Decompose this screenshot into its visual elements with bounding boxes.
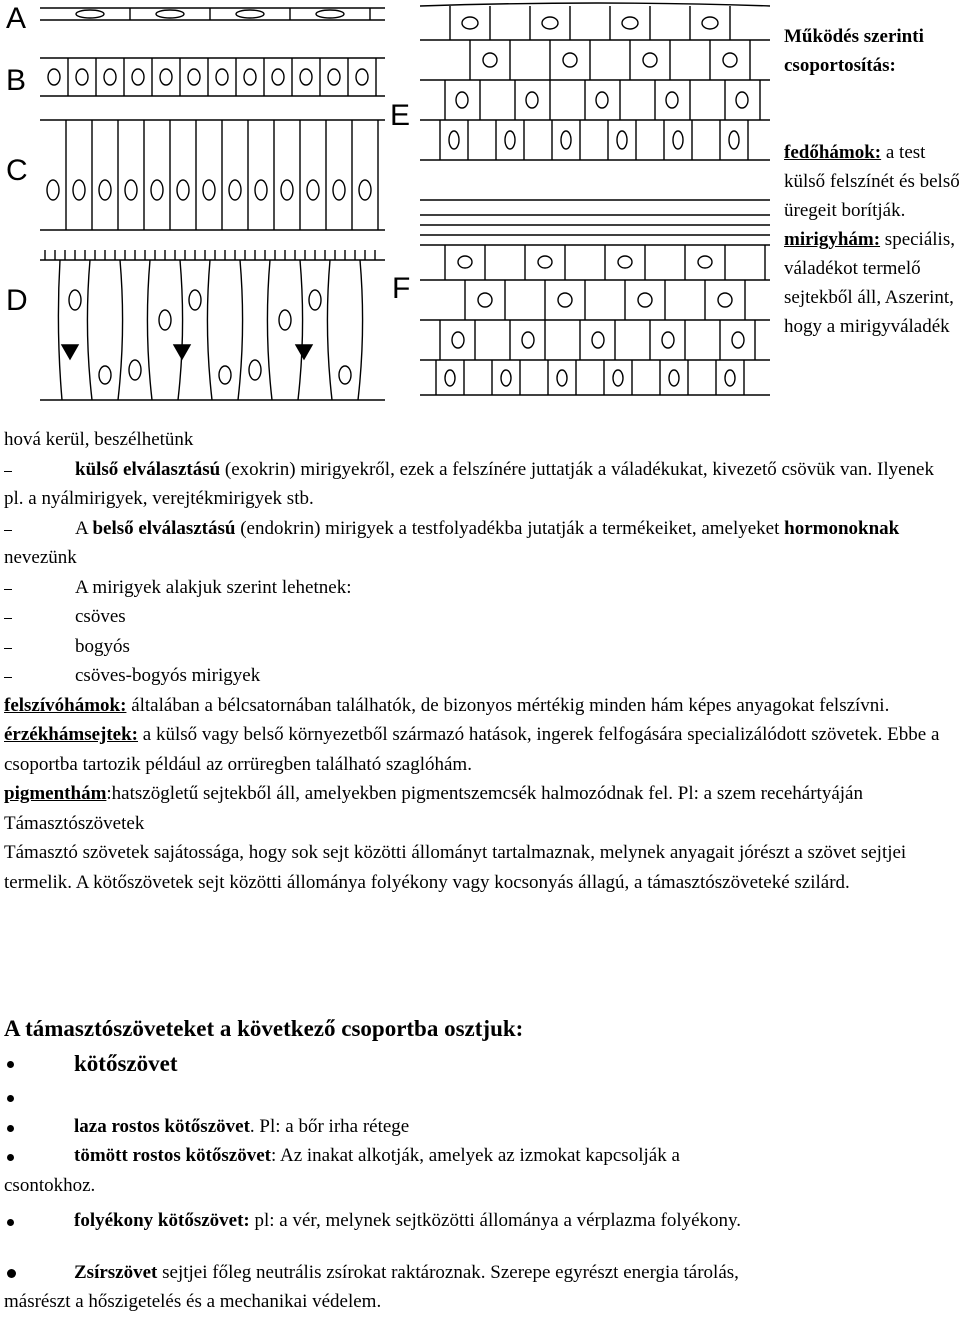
label-b: B xyxy=(6,64,27,97)
exokrin-term: külső elválasztású xyxy=(75,458,221,480)
side-column xyxy=(784,22,960,341)
erzek-paragraph xyxy=(4,720,956,779)
layer-e xyxy=(420,3,770,200)
tamaszto-title: Támasztószövetek xyxy=(4,812,145,834)
tomott-term: tömött rostos kötőszövet xyxy=(74,1145,271,1166)
tomott-text: : Az inakat alkotják, amelyek az izmokat kapcsolják a xyxy=(271,1145,680,1166)
type-item-2 xyxy=(4,632,956,662)
type-item-1 xyxy=(4,602,956,632)
main-text xyxy=(4,425,956,897)
tomott-continued: csontokhoz. xyxy=(4,1174,96,1196)
folyekony-text: pl: a vér, melynek sejtközötti állománya a vérplazma folyékony. xyxy=(249,1210,742,1231)
list-item-tomott xyxy=(4,1141,956,1171)
type-3: csöves-bogyós mirigyek xyxy=(75,665,261,686)
koto-text: kötőszövet xyxy=(74,1051,178,1076)
felszivo-term: felszívóhámok: xyxy=(4,694,127,716)
layer-c xyxy=(40,120,385,230)
type-1: csöves xyxy=(75,606,126,627)
label-a: A xyxy=(6,2,27,35)
zsir-text: sejtjei főleg neutrális zsírokat raktároznak. Szerepe egyrészt energia tárolás, xyxy=(157,1261,739,1283)
alak-text: A mirigyek alakjuk szerint lehetnek: xyxy=(75,576,352,598)
label-f: F xyxy=(392,272,411,305)
endokrin-prefix: A xyxy=(75,517,93,539)
pigment-paragraph xyxy=(4,779,956,809)
hormon-term: hormonoknak xyxy=(784,517,900,539)
laza-term: laza rostos kötőszövet xyxy=(74,1115,250,1137)
list-item-laza xyxy=(4,1112,956,1142)
mirigyham-paragraph xyxy=(784,225,960,341)
erzek-term: érzékhámsejtek: xyxy=(4,724,139,745)
zsir-continued: másrészt a hőszigetelés és a mechanikai védelem. xyxy=(4,1291,382,1312)
pigment-text: :hatszögletű sejtekből áll, amelyekben pigmentszemcsék halmozódnak fel. Pl: a szem recehártyáján xyxy=(106,783,863,804)
tamaszto-paragraph: Támasztó szövetek sajátossága, hogy sok sejt közötti állományt tartalmaznak, melynek anyagait jórészt a szövet sejtjei termelik. A kötőszövetek sejt közötti állománya folyékony vagy kocsonyás állagú, a támasztószöveteké szilárd. xyxy=(4,842,907,893)
endokrin-text: (endokrin) mirigyek a testfolyadékba jutatják a termékeiket, amelyeket xyxy=(235,517,785,539)
type-2: bogyós xyxy=(75,635,130,657)
laza-text: . Pl: a bőr irha rétege xyxy=(249,1115,410,1137)
label-d: D xyxy=(6,284,28,317)
endokrin-item xyxy=(4,514,956,573)
erzek-text: a külső vagy belső környezetből származó hatások, ingerek felfogására specializálódott szövetek. Ebbe a csoportba tartozik például az orrüregben található szaglóhám. xyxy=(4,724,940,775)
felszivo-paragraph xyxy=(4,691,956,721)
list-item-koto xyxy=(4,1046,956,1082)
fedohamok-text: a test külső felszínét és belső üregeit borítják. xyxy=(784,142,960,221)
exokrin-item xyxy=(4,455,956,514)
mirigyham-text: speciális, váladékot termelő sejtekből áll, Aszerint, hogy a mirigyváladék xyxy=(784,229,955,337)
list-item-zsir xyxy=(4,1258,956,1288)
tissue-list xyxy=(4,1046,956,1317)
felszivo-text: általában a bélcsatornában találhatók, de bizonyos mértékig minden hám képes anyagokat felszívni. xyxy=(126,694,890,716)
hormon-after: nevezünk xyxy=(4,547,77,568)
fedohamok-term: fedőhámok: xyxy=(784,142,882,163)
side-heading: Működés szerinti csoportosítás: xyxy=(784,26,924,76)
zsir-term: Zsírszövet xyxy=(74,1261,158,1283)
pigment-term: pigmenthám xyxy=(4,783,107,804)
layer-d xyxy=(40,250,385,400)
layer-f xyxy=(420,215,770,395)
folyekony-term: folyékony kötőszövet: xyxy=(74,1210,250,1231)
mirigyham-term: mirigyhám: xyxy=(784,229,881,250)
fedohamok-paragraph xyxy=(784,138,960,225)
label-c: C xyxy=(6,154,28,187)
list-item-folyekony xyxy=(4,1206,956,1236)
intro-line: hová kerül, beszélhetünk xyxy=(4,429,194,450)
list-item-empty xyxy=(4,1082,956,1112)
type-item-3 xyxy=(4,661,956,691)
section-heading: A támasztószöveteket a következő csoportba osztjuk: xyxy=(4,1016,524,1041)
alak-item xyxy=(4,573,956,603)
exokrin-text: (exokrin) mirigyekről, ezek a felszínére juttatják a váladékukat, kivezető csövük van. Ilyenek pl. a nyálmirigyek, verejtékmirigyek stb. xyxy=(4,458,934,509)
layer-a xyxy=(40,8,385,20)
layer-b xyxy=(40,58,385,96)
endokrin-term: belső elválasztású xyxy=(92,517,236,539)
label-e: E xyxy=(390,99,411,132)
epithelium-figure xyxy=(0,0,780,440)
